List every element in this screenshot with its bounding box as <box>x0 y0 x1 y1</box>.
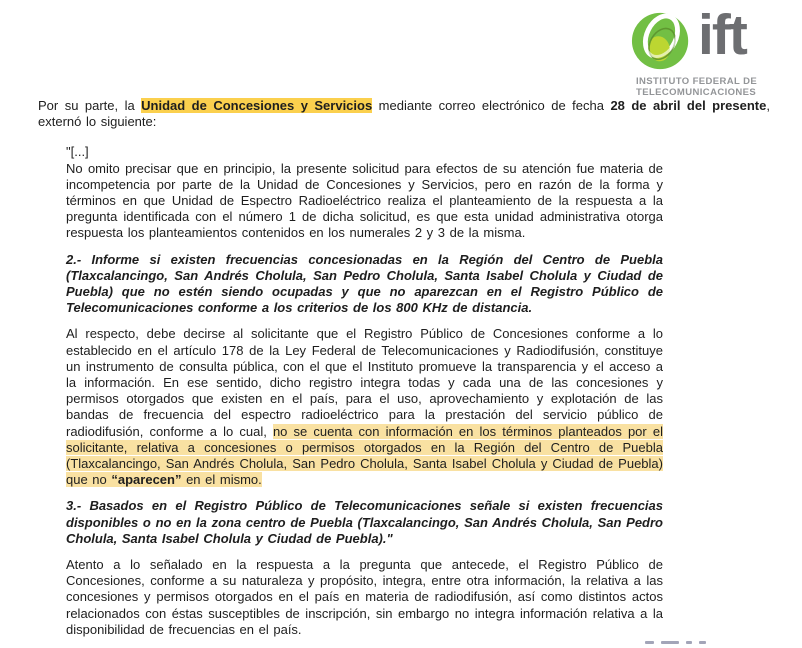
ift-subtitle-line1: INSTITUTO FEDERAL DE <box>636 76 758 87</box>
text-run: Al respecto, debe decirse al solicitante que el Registro Público de Concesiones conforme a lo establecido en el artículo 178 de la Ley Federal de Telecomunicaciones y Radiodifusión, constituye un instrumento de consulta pública, con el que el Instituto promueve la transparencia y el acceso a la información. En ese sentido, dicho registro integra todas y cada una de las concesiones y permisos otorgados que existen en el país, para el uso, aprovechamiento y explotación de las bandas de frecuencia del espectro radioeléctrico para la prestación del servicio público de radiodifusión, conforme a lo cual, <box>66 326 663 439</box>
text-run: Por su parte, la <box>38 98 142 113</box>
quote-opening <box>66 144 663 160</box>
question-3 <box>66 498 663 547</box>
ift-wordmark: ift <box>698 3 746 67</box>
highlighted-text: Unidad de Concesiones y Servicios <box>141 98 373 113</box>
text-run: 3.- Basados en el Registro Público de Telecomunicaciones señale si existen frecuencias disponibles o no en la zona centro de Puebla (Tlaxcalancingo, San Andrés Cholula, San Pedro Cholula, Santa Isabel Cholula y Ciudad de Puebla)." <box>66 498 663 546</box>
text-run: 2.- Informe si existen frecuencias concesionadas en la Región del Centro de Puebla (Tlaxcalancingo, San Andrés Cholula, San Pedro Cholula, Santa Isabel Cholula y Ciudad de Puebla) que no estén siendo ocupadas y que no aparezcan en el Registro Público de Telecomunicaciones conforme a los criterios de los 800 KHz de distancia. <box>66 251 663 316</box>
text-run: mediante correo electrónico de fecha <box>372 98 611 113</box>
ift-subtitle-line2: TELECOMUNICACIONES <box>636 87 757 98</box>
closing-paragraph <box>66 557 663 638</box>
cropped-footer-text <box>645 641 706 644</box>
document-text <box>38 98 770 648</box>
highlighted-text: “aparecen” <box>111 472 182 488</box>
text-run: , externó lo siguiente: <box>38 98 770 130</box>
ift-sphere-icon <box>630 8 694 72</box>
highlighted-text: no se cuenta con información en los términos planteados por el solicitante, relativa a concesiones o permisos otorgados en la Región del Centro de Puebla (Tlaxcalancingo, San Andrés Cholula, San Pedro Cholula, Santa Isabel Cholula y Ciudad <box>66 423 663 472</box>
question-2 <box>66 252 663 317</box>
quote-paragraph-1 <box>66 161 663 242</box>
ift-logo <box>630 3 780 98</box>
text-run: No omito precisar que en principio, la presente solicitud para efectos de su atención fue materia de incompetencia por parte de la Unidad de Concesiones y Servicios, pero en razón de la forma y términos en que Unidad de Espectro Radioeléctrico realiza el planteamiento de la respuesta a la pregunta identificada con el número 1 de dicha solicitud, es que esta unidad administrativa otorga respuesta los planteamientos contenidos en los numerales 2 y 3 de la misma. <box>66 160 663 241</box>
highlighted-text: en el mismo. <box>181 472 262 488</box>
text-run: 28 de abril del presente <box>610 98 767 113</box>
intro-paragraph <box>38 98 770 130</box>
ift-subtitle <box>636 76 780 98</box>
highlighted-text: de Puebla) que no <box>66 456 663 488</box>
text-run: "[...] <box>66 144 89 160</box>
text-run: Atento a lo señalado en la respuesta a la pregunta que antecede, el Registro Público de Concesiones, conforme a su naturaleza y propósito, integra, entre otra información, la relativa a las concesiones y permisos otorgados en el país en materia de radiodifusión, así como distintos actos relacionados con éstas susceptibles de inscripción, sin embargo no integra información relativa a la disponibilidad de frecuencias en el país. <box>66 557 663 637</box>
answer-2 <box>66 326 663 488</box>
